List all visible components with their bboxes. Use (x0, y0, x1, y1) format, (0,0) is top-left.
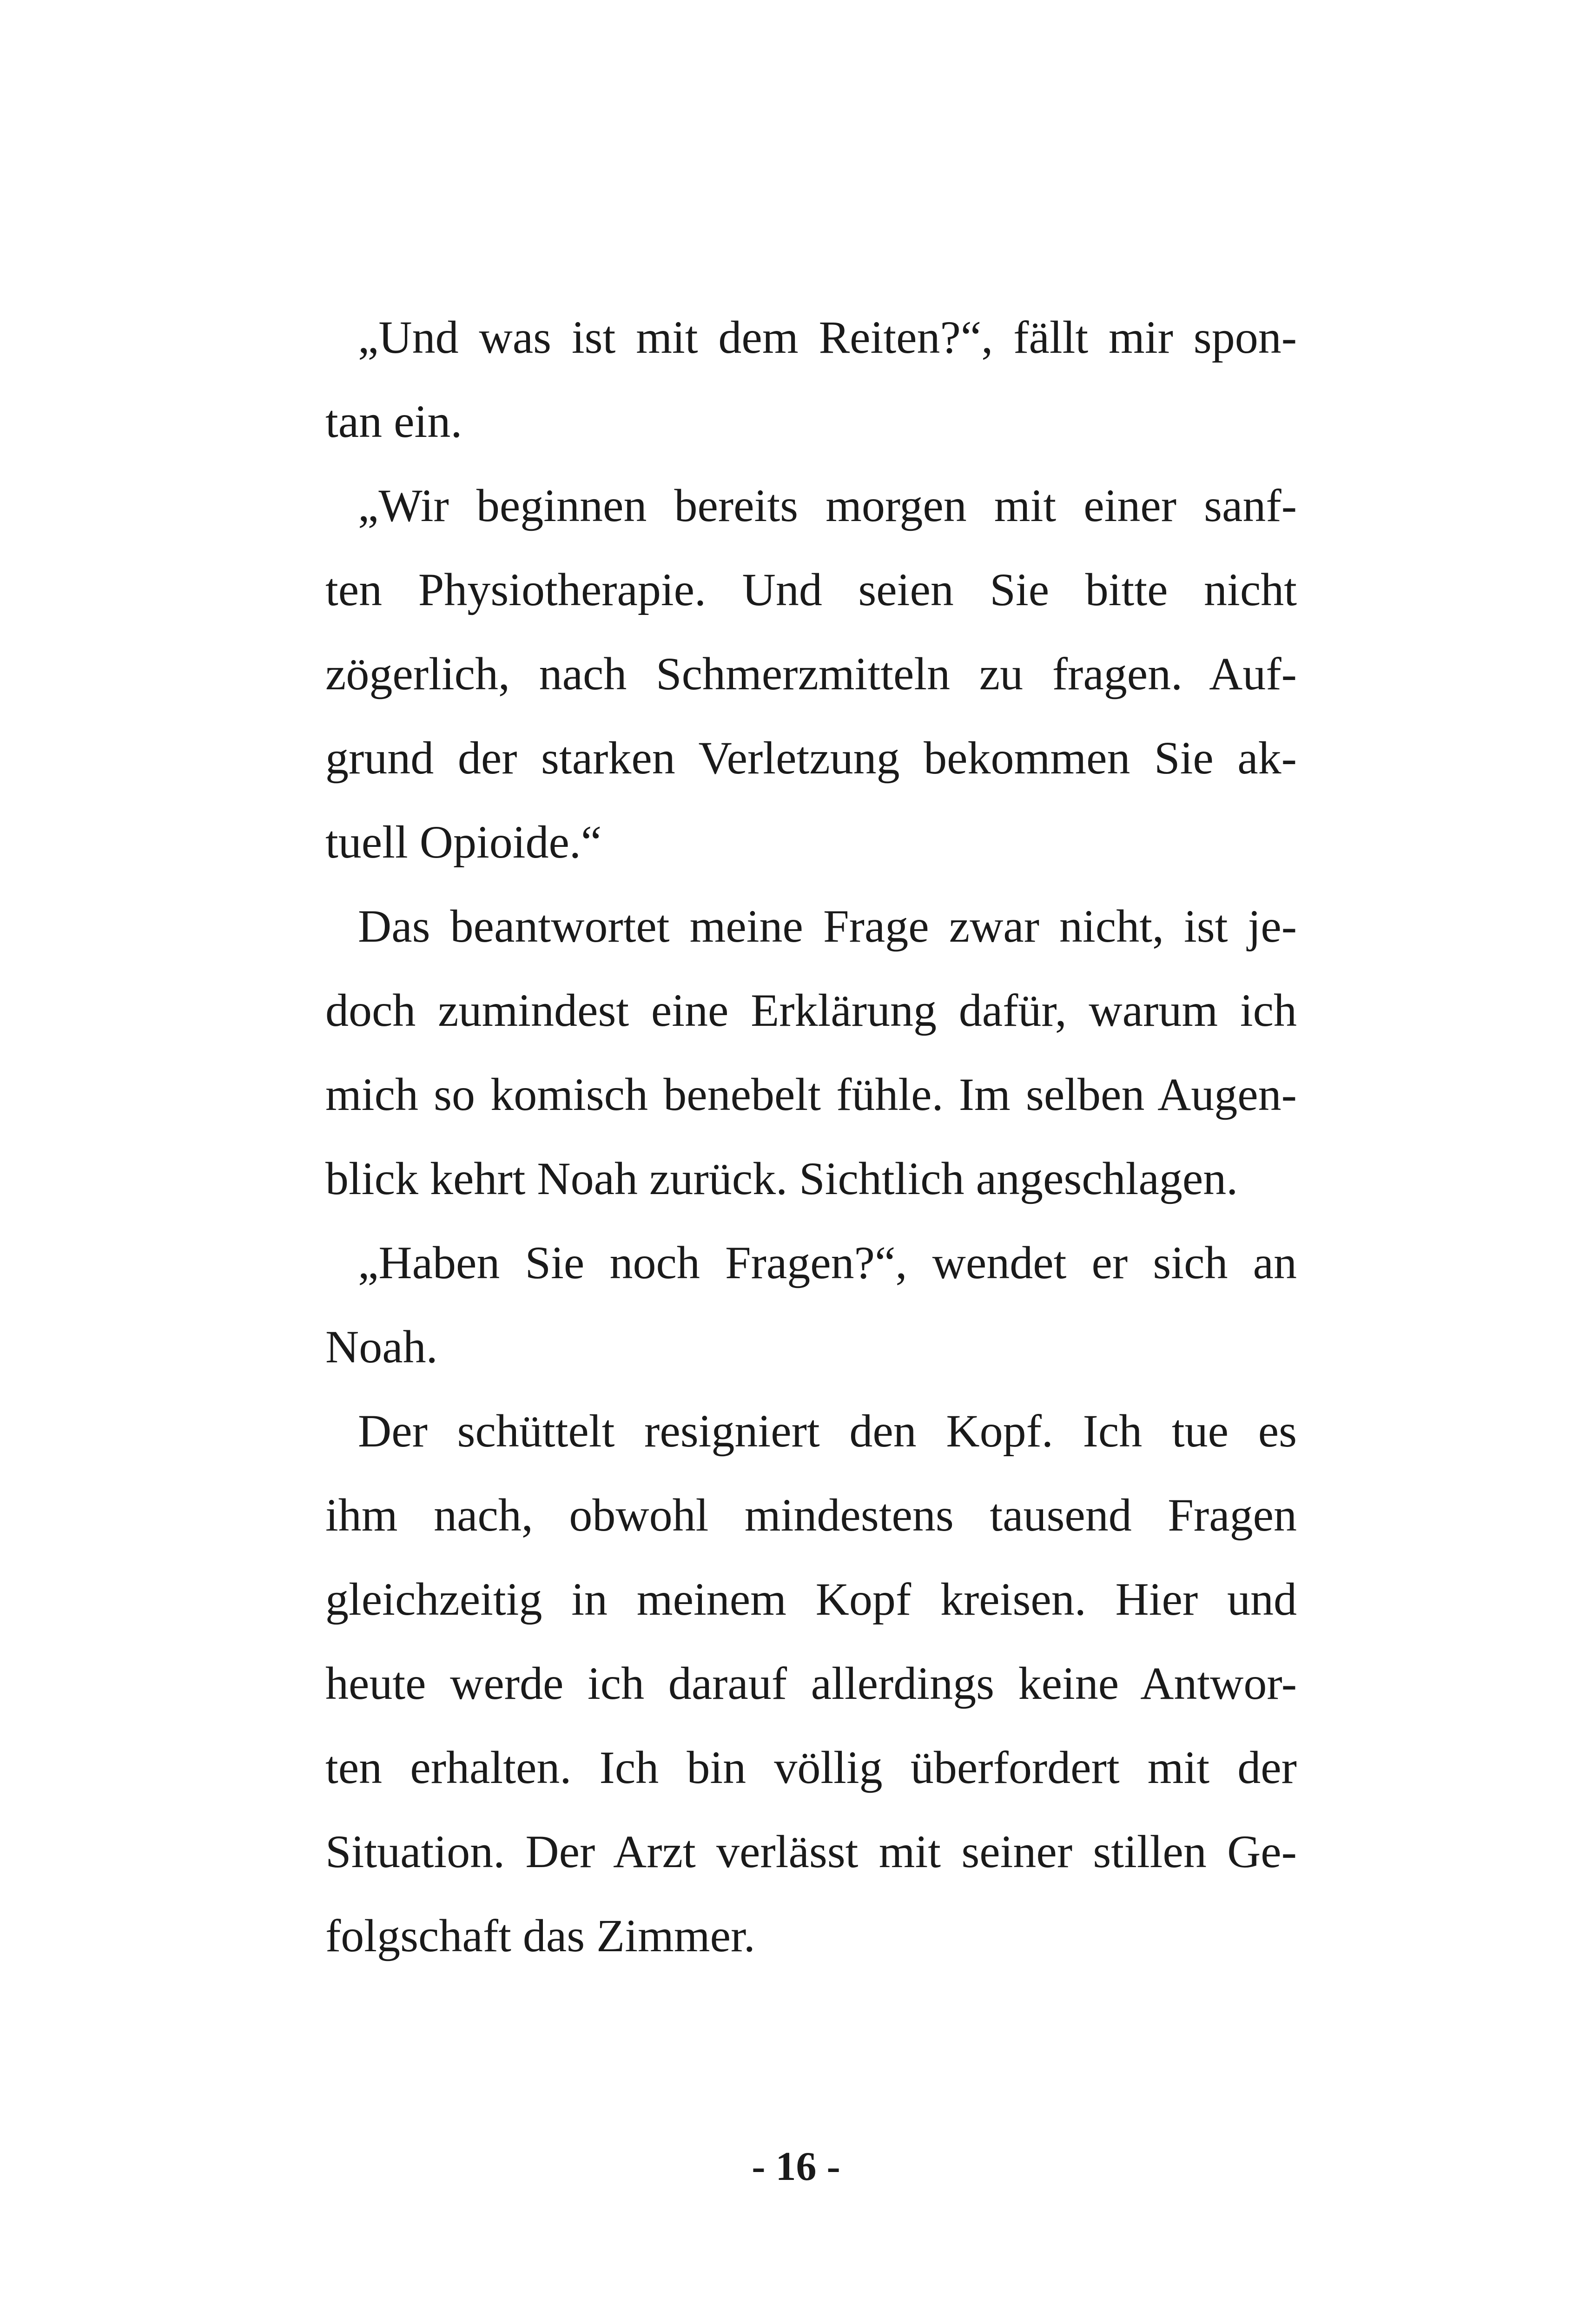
text-line: „Und was ist mit dem Reiten?“, fällt mir spon- (358, 311, 1297, 363)
page-number: - 16 - (752, 2144, 840, 2189)
text-line: blick kehrt Noah zurück. Sichtlich angeschlagen. (325, 1153, 1238, 1204)
text-line: ihm nach, obwohl mindestens tausend Fragen (325, 1489, 1297, 1541)
text-line: Noah. (325, 1321, 438, 1373)
text-line: folgschaft das Zimmer. (325, 1910, 755, 1961)
text-line: tuell Opioide.“ (325, 816, 602, 868)
text-line: „Wir beginnen bereits morgen mit einer sanf- (358, 480, 1297, 531)
text-line: mich so komisch benebelt fühle. Im selben Augen- (325, 1069, 1297, 1120)
text-line: heute werde ich darauf allerdings keine Antwor- (325, 1657, 1297, 1709)
text-line: doch zumindest eine Erklärung dafür, warum ich (325, 984, 1297, 1036)
text-line: grund der starken Verletzung bekommen Sie ak- (325, 732, 1297, 784)
text-line: „Haben Sie noch Fragen?“, wendet er sich an (358, 1237, 1297, 1288)
text-line: zögerlich, nach Schmerzmitteln zu fragen. Auf- (325, 648, 1297, 700)
text-line: Situation. Der Arzt verlässt mit seiner stillen Ge- (325, 1826, 1297, 1877)
text-line: ten erhalten. Ich bin völlig überfordert mit der (325, 1742, 1297, 1793)
text-line: tan ein. (325, 396, 462, 447)
text-line: Der schüttelt resigniert den Kopf. Ich tue es (358, 1405, 1297, 1457)
text-line: Das beantwortet meine Frage zwar nicht, ist je- (358, 900, 1297, 952)
body-text (325, 295, 1297, 1978)
text-line: ten Physiotherapie. Und seien Sie bitte nicht (325, 564, 1297, 615)
text-line: gleichzeitig in meinem Kopf kreisen. Hier und (325, 1573, 1297, 1625)
